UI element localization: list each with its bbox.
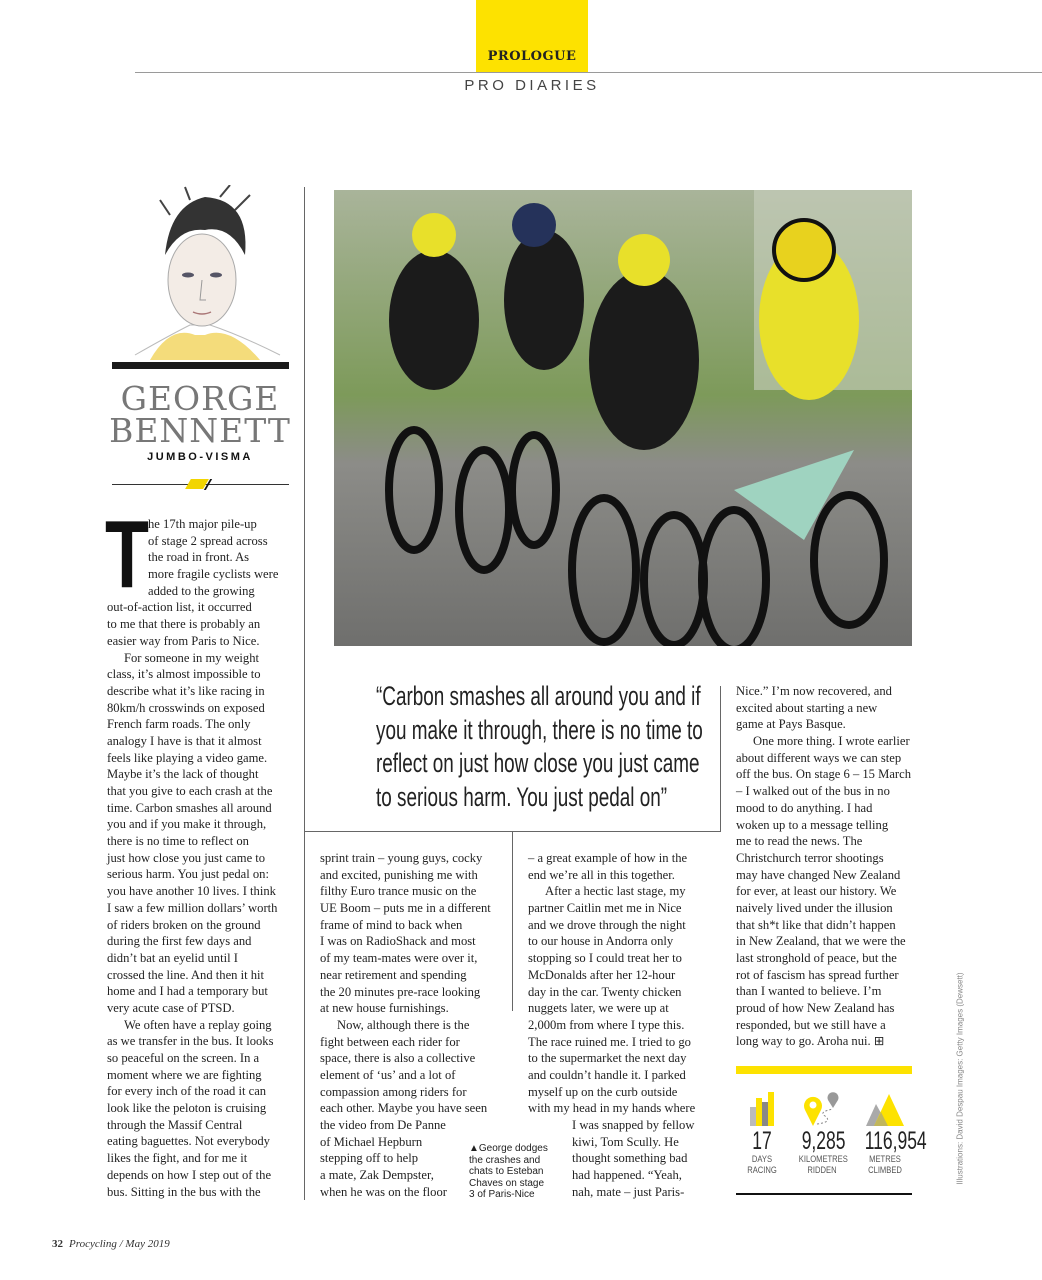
article-column-3 bbox=[528, 850, 695, 1200]
drop-cap: T bbox=[105, 501, 149, 608]
article-line: through the Massif Central bbox=[107, 1117, 243, 1132]
article-line: to our house in Andorra only bbox=[528, 934, 674, 949]
article-line: Maybe it’s the lack of thought bbox=[107, 767, 259, 782]
article-line: rot of fascism has spread further bbox=[736, 967, 899, 982]
publication-name: Procycling / May 2019 bbox=[69, 1238, 170, 1250]
article-line: myself up on the curb outside bbox=[528, 1084, 678, 1099]
article-line: each other. Maybe you have seen bbox=[320, 1101, 488, 1116]
article-line: during the first few days and bbox=[107, 934, 252, 949]
rider-first-name: GEORGE bbox=[120, 379, 280, 418]
article-line: in New Zealand, that we were the bbox=[736, 934, 906, 949]
article-line: filthy Euro trance music on the bbox=[320, 884, 477, 899]
article-line: space, there is also a collective bbox=[320, 1051, 476, 1066]
article-line: you have another 10 lives. I think bbox=[107, 884, 276, 899]
article-line: and couldn’t handle it. I parked bbox=[528, 1067, 686, 1082]
article-line: stepping off to help bbox=[320, 1151, 419, 1166]
article-line: stopping so I could treat her to bbox=[528, 951, 682, 966]
pull-quote-line: to serious harm. You just pedal on” bbox=[376, 781, 668, 812]
article-line: feels like playing a video game. bbox=[107, 750, 268, 765]
article-line: crossed the line. And then it hit bbox=[107, 967, 265, 982]
bar-chart-icon bbox=[750, 1092, 778, 1128]
article-line: McDonalds after her 12-hour bbox=[528, 967, 676, 982]
article-line: a mate, Zak Dempster, bbox=[320, 1168, 434, 1183]
page-number: 32 bbox=[52, 1238, 63, 1250]
page-footer bbox=[52, 1238, 170, 1250]
article-line: the road in front. As bbox=[148, 550, 250, 565]
article-line: element of ‘us’ and a lot of bbox=[320, 1067, 456, 1082]
race-photo bbox=[334, 190, 912, 646]
rider-team: JUMBO-VISMA bbox=[147, 451, 253, 463]
mountains-icon bbox=[866, 1092, 906, 1128]
header-rule bbox=[135, 72, 1042, 73]
stat-kilometres-ridden bbox=[793, 1128, 851, 1176]
portrait-bar bbox=[112, 362, 289, 369]
article-line: time. Carbon smashes all around bbox=[107, 800, 272, 815]
photo-caption bbox=[469, 1143, 548, 1201]
column-divider bbox=[512, 831, 513, 1011]
caption-arrow-icon: ▲ bbox=[469, 1143, 479, 1154]
article-line: me to read the news. The bbox=[736, 834, 863, 849]
article-line: The race ruined me. I tried to go bbox=[528, 1034, 691, 1049]
article-line: – I walked out of the bus in no bbox=[736, 784, 890, 799]
pull-quote-line: “Carbon smashes all around you and if bbox=[376, 681, 701, 711]
article-line: excited about starting a new bbox=[736, 700, 878, 715]
article-line: proud of how New Zealand has bbox=[736, 1001, 895, 1016]
article-line: analogy I have is that it almost bbox=[107, 733, 262, 748]
article-line: thought something bad bbox=[572, 1151, 688, 1166]
section-tag: PROLOGUE bbox=[487, 49, 577, 64]
article-line: sprint train – young guys, cocky bbox=[320, 851, 483, 865]
article-line: naively lived under the illusion bbox=[736, 900, 893, 915]
pull-quote-line: reflect on just how close you just came bbox=[376, 748, 700, 778]
article-line: We often have a replay going bbox=[124, 1017, 272, 1032]
article-line: day in the car. Twenty chicken bbox=[528, 984, 682, 999]
article-line: Christchurch terror shootings bbox=[736, 850, 884, 865]
article-line: that you give to each crash at the bbox=[107, 784, 273, 798]
stat-label: DAYS bbox=[751, 1154, 773, 1165]
pull-quote-line: you make it through, there is no time to bbox=[376, 714, 703, 745]
article-line: of my team-mates were over it, bbox=[320, 951, 478, 966]
stat-label: CLIMBED bbox=[868, 1165, 902, 1176]
article-line: that sh*t like that didn’t happen bbox=[736, 917, 896, 932]
stats-top-bar bbox=[736, 1066, 912, 1074]
stat-label: METRES bbox=[869, 1154, 901, 1165]
article-line: near retirement and spending bbox=[320, 967, 467, 982]
stat-metres-climbed bbox=[856, 1127, 927, 1176]
article-line: I saw a few million dollars’ worth bbox=[107, 900, 278, 915]
article-line: nuggets later, we were up at bbox=[528, 1001, 669, 1016]
article-line: UE Boom – puts me in a different bbox=[320, 901, 491, 916]
stat-value: 9,285 bbox=[801, 1127, 846, 1155]
article-column-2 bbox=[320, 850, 491, 1200]
article-column-4 bbox=[736, 683, 911, 1050]
article-line: the video from De Panne bbox=[320, 1118, 446, 1132]
article-line: bus. Sitting in the bus with the bbox=[107, 1184, 261, 1199]
article-line: there is no time to reflect on bbox=[107, 834, 249, 849]
article-line: last stronghold of peace, but the bbox=[736, 951, 897, 965]
article-line: depends on how I step out of the bbox=[107, 1167, 272, 1182]
quote-side-divider bbox=[720, 686, 721, 832]
column-divider bbox=[304, 187, 305, 1200]
article-line: of riders broken on the ground bbox=[107, 917, 261, 932]
article-line: nah, mate – just Paris- bbox=[572, 1184, 685, 1199]
article-line: fight between each rider for bbox=[320, 1034, 460, 1049]
article-line: kiwi, Tom Scully. He bbox=[572, 1134, 679, 1149]
article-line: One more thing. I wrote earlier bbox=[753, 734, 910, 749]
article-line: partner Caitlin met me in Nice bbox=[528, 901, 682, 916]
article-line: serious harm. You just pedal on: bbox=[107, 867, 269, 882]
article-line: responded, but we still have a bbox=[736, 1017, 886, 1032]
article-line: long way to go. Aroha nui. ⊞ bbox=[736, 1034, 885, 1049]
stat-days-racing bbox=[733, 1128, 791, 1176]
article-line: at new house furnishings. bbox=[320, 1001, 449, 1016]
stat-label: KILOMETRES bbox=[798, 1154, 848, 1165]
article-line: describe what it’s like racing in bbox=[107, 683, 265, 698]
article-line: 2,000m from where I type this. bbox=[528, 1017, 685, 1032]
article-line: may have changed New Zealand bbox=[736, 867, 901, 882]
route-pin-icon bbox=[803, 1092, 843, 1128]
article-line: to me that there is probably an bbox=[107, 617, 261, 632]
article-line: end we’re all in this together. bbox=[528, 867, 675, 882]
article-line: off the bus. On stage 6 – 15 March bbox=[736, 767, 911, 782]
article-line: and excited, punishing me with bbox=[320, 867, 478, 882]
image-credit: Illustrations: David Despau Images: Getty Images (Dewsett) bbox=[955, 972, 965, 1185]
article-line: so peaceful on the screen. In a bbox=[107, 1051, 260, 1065]
portrait-illustration-icon bbox=[110, 185, 290, 362]
caption-line: the crashes and bbox=[469, 1154, 541, 1166]
article-line: added to the growing bbox=[148, 583, 255, 598]
article-line: woken up to a message telling bbox=[736, 817, 889, 832]
article-line: you and if you make it through, bbox=[107, 817, 267, 832]
rider-last-name: BENNETT bbox=[109, 411, 291, 450]
stats-bottom-rule bbox=[736, 1193, 912, 1195]
article-column-1 bbox=[107, 516, 278, 1200]
stat-label: RACING bbox=[747, 1165, 777, 1176]
article-line: he 17th major pile-up bbox=[148, 517, 257, 531]
article-line: French farm roads. The only bbox=[107, 717, 251, 732]
pull-quote bbox=[316, 680, 716, 814]
article-line: the 20 minutes pre-race looking bbox=[320, 984, 481, 999]
article-line: frame of mind to back when bbox=[320, 917, 463, 932]
stat-value: 116,954 bbox=[864, 1127, 927, 1155]
stat-value: 17 bbox=[752, 1127, 772, 1155]
article-line: for ever, at least our history. We bbox=[736, 884, 897, 899]
article-line: – a great example of how in the bbox=[528, 851, 688, 865]
article-line: of Michael Hepburn bbox=[320, 1134, 423, 1149]
article-line: look like the peloton is cruising bbox=[107, 1101, 267, 1116]
article-line: for every inch of the road it can bbox=[107, 1084, 267, 1099]
article-line: about different ways we can step bbox=[736, 750, 902, 765]
caption-line: Chaves on stage bbox=[469, 1177, 545, 1189]
article-line: likes the fight, and for me it bbox=[107, 1151, 248, 1166]
stat-label: RIDDEN bbox=[807, 1165, 837, 1176]
article-line: Now, although there is the bbox=[337, 1017, 470, 1032]
article-line: with my head in my hands where bbox=[528, 1101, 696, 1116]
article-line: more fragile cyclists were bbox=[148, 567, 279, 582]
article-line: I was on RadioShack and most bbox=[320, 934, 476, 949]
article-line: I was snapped by fellow bbox=[572, 1118, 695, 1132]
article-line: 80km/h crosswinds on exposed bbox=[107, 700, 265, 715]
article-line: when he was on the floor bbox=[320, 1184, 447, 1199]
article-line: For someone in my weight bbox=[124, 650, 260, 665]
article-line: very acute case of PTSD. bbox=[107, 1000, 235, 1015]
article-line: class, it’s almost impossible to bbox=[107, 667, 261, 682]
article-line: as we transfer in the bus. It looks bbox=[107, 1034, 274, 1049]
article-line: easier way from Paris to Nice. bbox=[107, 633, 260, 648]
article-line: out-of-action list, it occurred bbox=[107, 600, 252, 615]
article-line: moment where we are fighting bbox=[107, 1067, 262, 1082]
article-line: After a hectic last stage, my bbox=[545, 884, 686, 899]
article-line: to the supermarket the next day bbox=[528, 1051, 687, 1066]
article-line: of stage 2 spread across bbox=[148, 533, 268, 548]
article-line: had happened. “Yeah, bbox=[572, 1168, 682, 1183]
article-line: game at Pays Basque. bbox=[736, 717, 846, 732]
caption-line: George dodges bbox=[478, 1143, 548, 1154]
article-line: than I wanted to believe. I’m bbox=[736, 984, 882, 999]
caption-line: chats to Esteban bbox=[469, 1166, 544, 1177]
article-line: mood to do anything. I had bbox=[736, 800, 873, 815]
article-line: compassion among riders for bbox=[320, 1084, 467, 1099]
article-line: eating baguettes. Not everybody bbox=[107, 1134, 270, 1149]
article-line: just how close you just came to bbox=[107, 850, 266, 865]
caption-line: 3 of Paris-Nice bbox=[469, 1189, 535, 1200]
article-line: home and I had a temporary but bbox=[107, 984, 268, 999]
article-line: didn’t bat an eyelid until I bbox=[107, 950, 238, 965]
article-line: Nice.” I’m now recovered, and bbox=[736, 684, 892, 698]
section-title: PRO DIARIES bbox=[464, 77, 600, 94]
article-line: and we drove through the night bbox=[528, 917, 686, 932]
